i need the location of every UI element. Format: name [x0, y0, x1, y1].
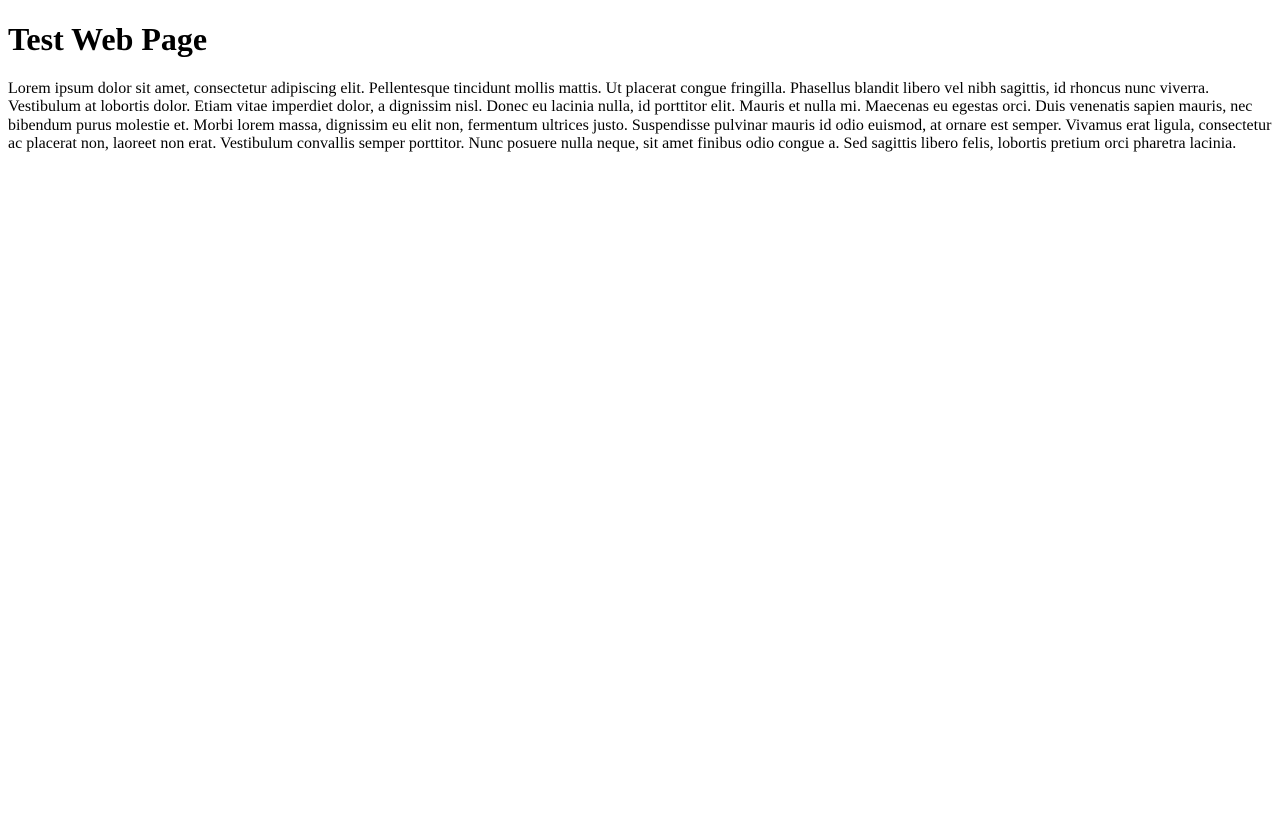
body-paragraph: Lorem ipsum dolor sit amet, consectetur adipiscing elit. Pellentesque tincidunt mollis mattis. Ut placerat congue fringilla. Phasellus blandit libero vel nibh sagittis, id rhoncus nunc viverra. Vestibulum at lobortis dolor. Etiam vitae imperdiet dolor, a dignissim nisl. Donec eu lacinia nulla, id porttitor elit. Mauris et nulla mi. Maecenas eu egestas orci. Duis venenatis sapien mauris, nec bibendum purus molestie et. Morbi lorem massa, dignissim eu elit non, fermentum ultrices justo. Suspendisse pulvinar mauris id odio euismod, at ornare est semper. Vivamus erat ligula, consectetur ac placerat non, laoreet non erat. Vestibulum convallis semper porttitor. Nunc posuere nulla neque, sit amet finibus odio congue a. Sed sagittis libero felis, lobortis pretium orci pharetra lacinia.	[8, 79, 1272, 153]
page-title: Test Web Page	[8, 21, 208, 58]
web-page	[8, 21, 1272, 805]
